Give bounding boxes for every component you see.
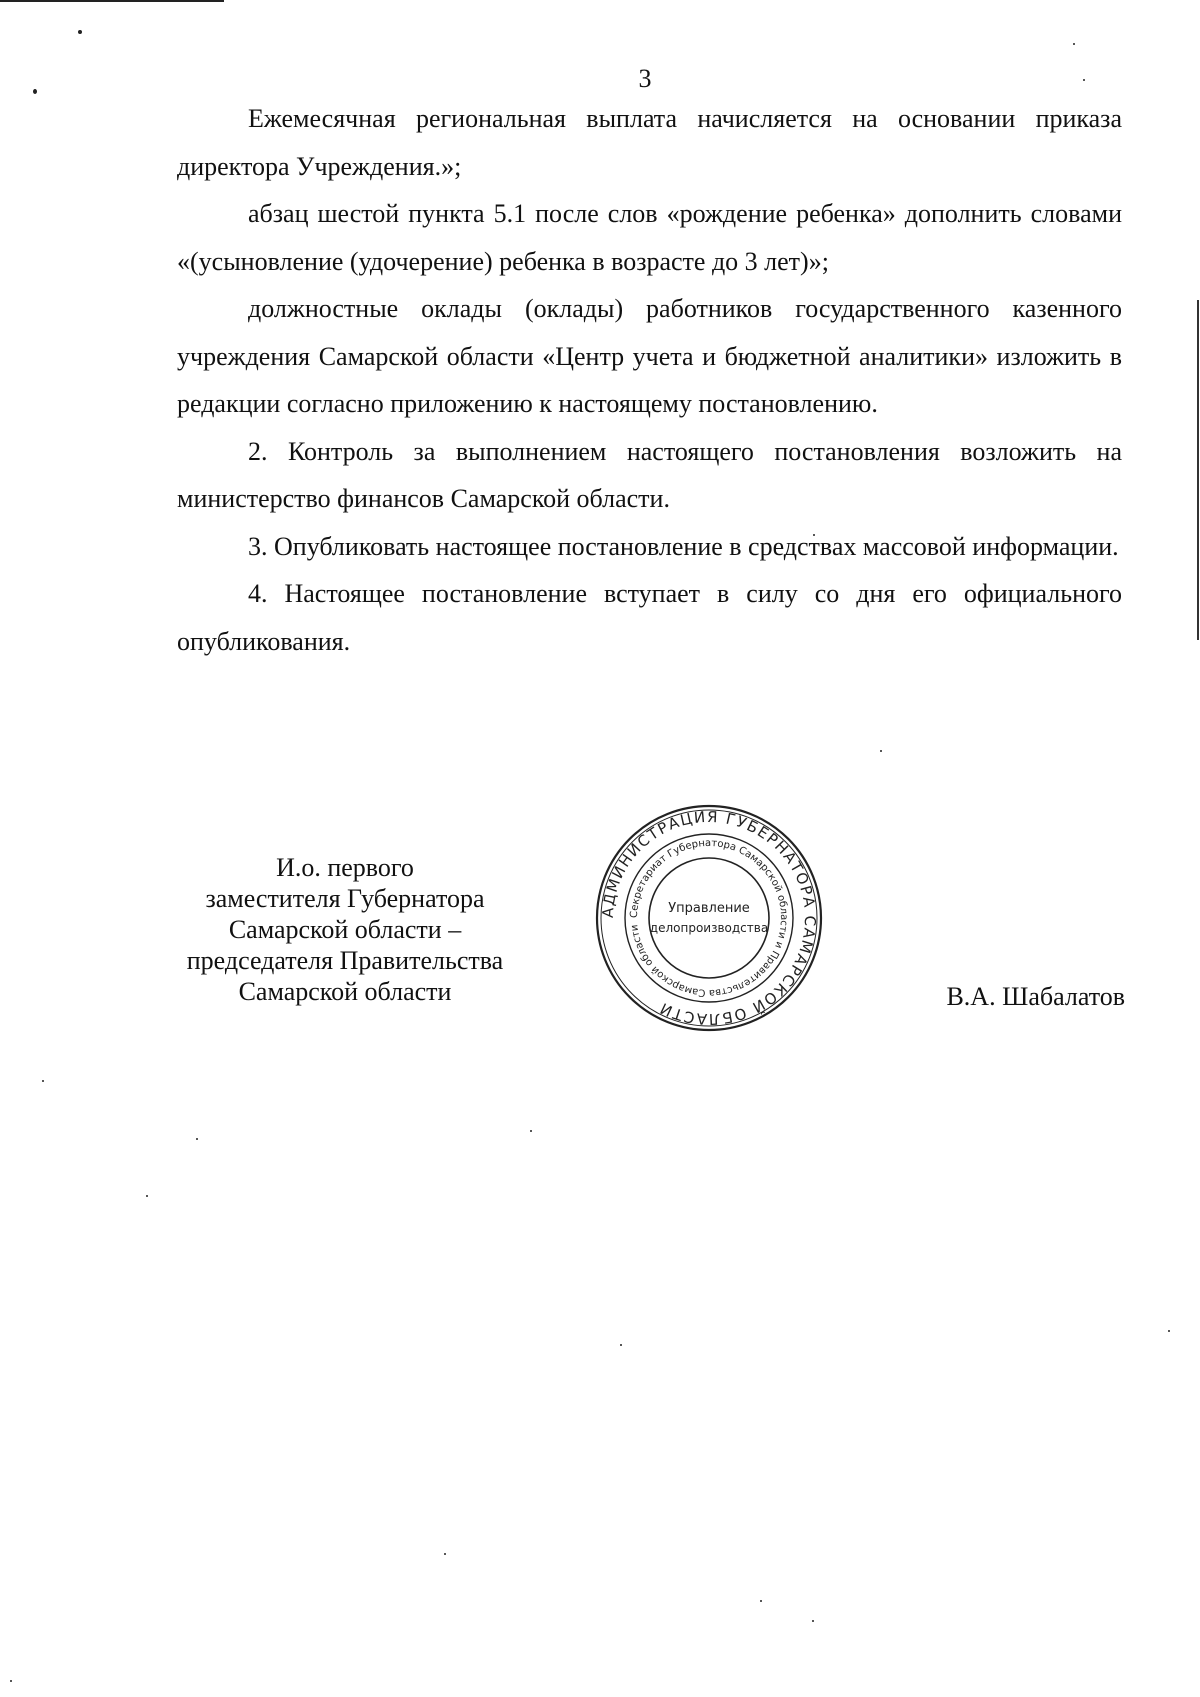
paragraph: Ежемесячная региональная выплата начисляется на основании приказа директора Учреждения.»; bbox=[177, 104, 1122, 181]
scan-border-artifact bbox=[0, 0, 224, 2]
seal-center-line: Управление bbox=[668, 901, 750, 916]
scan-speck bbox=[812, 1620, 814, 1622]
paragraph: абзац шестой пункта 5.1 после слов «рождение ребенка» дополнить словами «(усыновление (удочерение) ребенка в возрасте до 3 лет)»; bbox=[177, 199, 1122, 276]
signatory-name: В.А. Шабалатов bbox=[946, 982, 1125, 1011]
document-body bbox=[177, 95, 1122, 665]
paragraph: должностные оклады (оклады) работников государственного казенного учреждения Самарской области «Центр учета и бюджетной аналитики» изложить в редакции согласно приложению к настоящему постановлению. bbox=[177, 294, 1122, 418]
paragraph: 2. Контроль за выполнением настоящего постановления возложить на министерство финансов Самарской области. bbox=[177, 436, 1122, 513]
scan-speck bbox=[530, 1130, 532, 1132]
scan-speck bbox=[444, 1553, 446, 1555]
signatory-title-line: заместителя Губернатора bbox=[205, 884, 485, 913]
seal-inner-text: Секретариат Губернатора Самарской области и Правительства Самарской области bbox=[628, 837, 790, 999]
seal-center-line: делопроизводства bbox=[649, 921, 769, 935]
paragraph: 4. Настоящее постановление вступает в силу со дня его официального опубликования. bbox=[177, 579, 1122, 656]
scan-speck bbox=[880, 750, 882, 752]
signatory-title-line: И.о. первого bbox=[276, 853, 414, 882]
scan-speck bbox=[1083, 79, 1085, 81]
scan-speck bbox=[620, 1344, 622, 1346]
scan-speck bbox=[42, 1080, 44, 1082]
scan-speck bbox=[146, 1195, 148, 1197]
scan-speck bbox=[760, 1600, 762, 1602]
scan-speck bbox=[10, 1680, 12, 1682]
signatory-title-line: Самарской области bbox=[238, 977, 452, 1006]
signatory-title-line: Самарской области – bbox=[228, 915, 462, 944]
scan-speck bbox=[1073, 43, 1075, 45]
seal-outer-text: АДМИНИСТРАЦИЯ ГУБЕРНАТОРА САМАРСКОЙ ОБЛАСТИ bbox=[598, 807, 820, 1029]
page-number: 3 bbox=[638, 64, 652, 93]
scan-speck bbox=[78, 30, 82, 34]
scan-speck bbox=[33, 89, 37, 94]
scan-speck bbox=[196, 1138, 198, 1140]
official-seal-stamp bbox=[593, 802, 825, 1034]
paragraph: 3. Опубликовать настоящее постановление в средствах массовой информации. bbox=[248, 531, 1119, 561]
scan-speck bbox=[1168, 1330, 1170, 1332]
scan-border-artifact bbox=[1197, 300, 1199, 640]
signatory-title-line: председателя Правительства bbox=[186, 946, 504, 975]
signatory-title bbox=[160, 852, 530, 1007]
